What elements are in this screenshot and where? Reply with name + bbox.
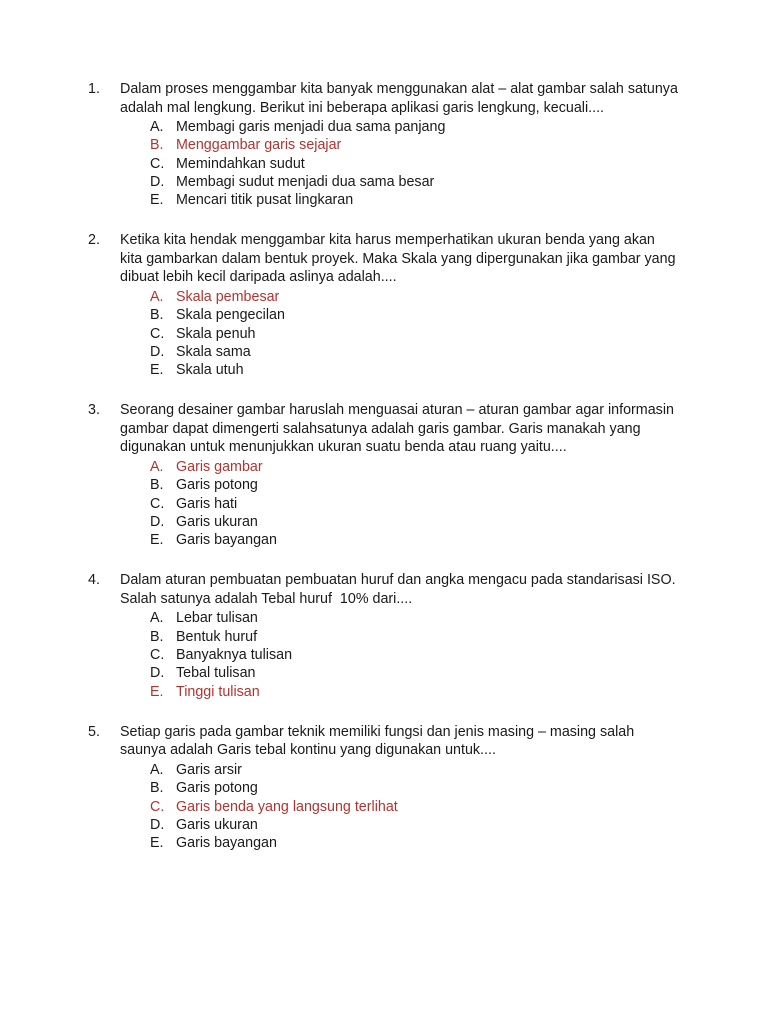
option-row[interactable] — [150, 761, 680, 779]
option-row-highlighted[interactable] — [150, 798, 680, 816]
question-block — [88, 80, 680, 209]
option-text: Garis potong — [176, 477, 258, 494]
option-letter: B. — [150, 477, 164, 494]
option-text: Garis gambar — [176, 458, 263, 475]
option-text: Skala penuh — [176, 325, 256, 342]
option-row[interactable] — [150, 646, 680, 664]
option-row[interactable] — [150, 513, 680, 531]
question-text: Setiap garis pada gambar teknik memiliki fungsi dan jenis masing – masing salah saunya adalah Garis tebal kontinu yang digunakan untuk.... — [120, 723, 639, 759]
question-block — [88, 231, 680, 379]
option-text: Garis bayangan — [176, 835, 277, 852]
option-letter: E. — [150, 532, 164, 549]
option-row-highlighted[interactable] — [150, 458, 680, 476]
question-stem — [88, 231, 680, 287]
option-text: Garis hati — [176, 495, 238, 512]
question-number: 3. — [88, 402, 100, 419]
option-letter: D. — [150, 173, 165, 190]
option-text: Skala pengecilan — [176, 307, 285, 324]
option-list — [88, 458, 680, 549]
option-letter: E. — [150, 192, 164, 209]
option-row[interactable] — [150, 628, 680, 646]
question-stem — [88, 80, 680, 117]
option-text: Garis ukuran — [176, 513, 258, 530]
option-text: Garis ukuran — [176, 816, 258, 833]
option-list — [88, 118, 680, 209]
option-text: Membagi sudut menjadi dua sama besar — [176, 173, 435, 190]
question-block — [88, 723, 680, 852]
option-text: Tebal tulisan — [176, 665, 256, 682]
option-row[interactable] — [150, 191, 680, 209]
option-text: Skala pembesar — [176, 288, 280, 305]
option-letter: C. — [150, 155, 165, 172]
option-list — [88, 761, 680, 852]
option-letter: E. — [150, 835, 164, 852]
option-letter: D. — [150, 665, 165, 682]
option-letter: A. — [150, 288, 164, 305]
option-row-highlighted[interactable] — [150, 683, 680, 701]
option-list — [88, 288, 680, 379]
option-letter: A. — [150, 119, 164, 135]
option-text: Garis benda yang langsung terlihat — [176, 798, 398, 815]
question-number: 1. — [88, 81, 100, 97]
option-row[interactable] — [150, 306, 680, 324]
option-text: Lebar tulisan — [176, 610, 258, 627]
option-list — [88, 609, 680, 700]
option-letter: D. — [150, 513, 165, 530]
option-row[interactable] — [150, 609, 680, 627]
question-block — [88, 571, 680, 700]
option-text: Membagi garis menjadi dua sama panjang — [176, 119, 446, 135]
option-row[interactable] — [150, 664, 680, 682]
option-text: Garis bayangan — [176, 532, 277, 549]
option-row-highlighted[interactable] — [150, 136, 680, 154]
option-text: Skala sama — [176, 343, 251, 360]
option-text: Garis potong — [176, 780, 258, 797]
option-row[interactable] — [150, 325, 680, 343]
question-number: 5. — [88, 723, 100, 740]
option-letter: D. — [150, 816, 165, 833]
option-text: Garis arsir — [176, 761, 242, 778]
option-letter: C. — [150, 495, 165, 512]
quiz-question-list — [88, 80, 680, 852]
option-row[interactable] — [150, 495, 680, 513]
option-letter: E. — [150, 683, 164, 700]
question-stem — [88, 571, 680, 608]
option-text: Menggambar garis sejajar — [176, 137, 342, 154]
option-row[interactable] — [150, 779, 680, 797]
option-letter: B. — [150, 307, 164, 324]
option-letter: A. — [150, 761, 164, 778]
question-stem — [88, 401, 680, 457]
question-stem — [88, 723, 680, 760]
option-letter: B. — [150, 137, 164, 154]
option-text: Mencari titik pusat lingkaran — [176, 192, 354, 209]
question-text: Dalam proses menggambar kita banyak menggunakan alat – alat gambar salah satunya adalah mal lengkung. Berikut ini beberapa aplikasi garis lengkung, kecuali.... — [120, 81, 682, 116]
option-row[interactable] — [150, 118, 680, 136]
option-text: Tinggi tulisan — [176, 683, 260, 700]
question-number: 2. — [88, 232, 100, 249]
option-row[interactable] — [150, 816, 680, 834]
option-letter: A. — [150, 458, 164, 475]
option-row-highlighted[interactable] — [150, 288, 680, 306]
question-number: 4. — [88, 572, 100, 589]
option-row[interactable] — [150, 173, 680, 191]
option-text: Skala utuh — [176, 362, 244, 379]
option-letter: A. — [150, 610, 164, 627]
option-letter: E. — [150, 362, 164, 379]
option-letter: B. — [150, 780, 164, 797]
option-text: Banyaknya tulisan — [176, 647, 293, 664]
question-text: Ketika kita hendak menggambar kita harus memperhatikan ukuran benda yang akan kita gambarkan dalam bentuk proyek. Maka Skala yang dipergunakan jika gambar yang dibuat lebih kecil daripada aslinya adalah.... — [120, 232, 680, 286]
option-text: Memindahkan sudut — [176, 155, 305, 172]
option-row[interactable] — [150, 531, 680, 549]
option-letter: C. — [150, 798, 165, 815]
option-row[interactable] — [150, 155, 680, 173]
option-row[interactable] — [150, 834, 680, 852]
option-letter: B. — [150, 628, 164, 645]
question-text: Seorang desainer gambar haruslah menguasai aturan – aturan gambar agar informasin gambar dapat dimengerti salahsatunya adalah garis gambar. Garis manakah yang digunakan untuk menunjukkan ukuran suatu benda atau ruang yaitu.... — [120, 402, 678, 456]
question-text: Dalam aturan pembuatan pembuatan huruf dan angka mengacu pada standarisasi ISO. Salah satunya adalah Tebal huruf 10% dari.... — [120, 572, 680, 607]
option-letter: C. — [150, 647, 165, 664]
option-text: Bentuk huruf — [176, 628, 258, 645]
option-letter: C. — [150, 325, 165, 342]
question-block — [88, 401, 680, 549]
option-row[interactable] — [150, 361, 680, 379]
option-row[interactable] — [150, 343, 680, 361]
option-row[interactable] — [150, 476, 680, 494]
option-letter: D. — [150, 343, 165, 360]
